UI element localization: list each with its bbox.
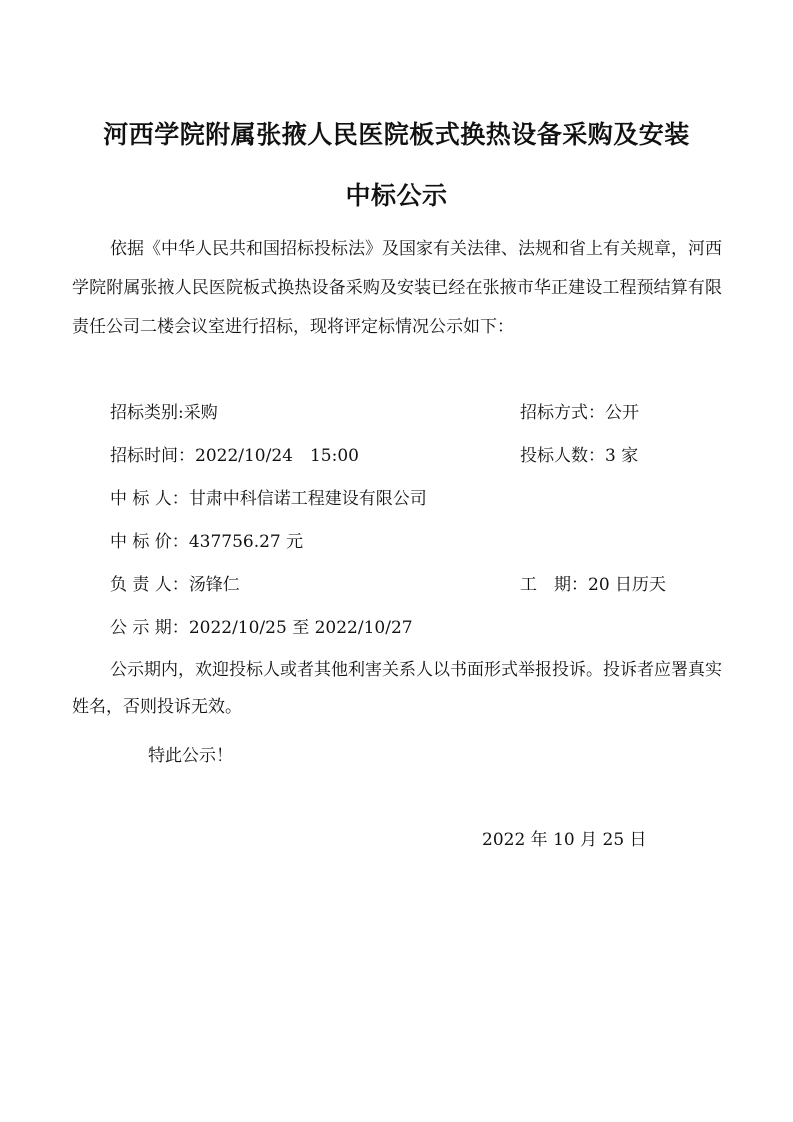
field-time-value: 2022/10/24 15:00 (195, 446, 359, 466)
field-method-value: 公开 (605, 403, 639, 423)
field-winner (110, 487, 427, 511)
field-bidders-label: 投标人数： (520, 446, 605, 466)
field-price-value: 437756.27 元 (188, 532, 304, 552)
field-duration (520, 573, 666, 597)
field-category (110, 401, 218, 425)
field-price-label: 中 标 价： (110, 532, 189, 552)
notice-paragraph: 公示期内，欢迎投标人或者其他利害关系人以书面形式举报投诉。投诉者应署真实姓名，否则投诉无效。 (72, 660, 722, 717)
closing-text: 特此公示！ (148, 746, 233, 766)
field-time (110, 444, 359, 468)
document-title: 河西学院附属张掖人民医院板式换热设备采购及安装 (103, 120, 690, 149)
field-winner-label: 中 标 人： (110, 489, 189, 509)
document-date: 2022 年 10 月 25 日 (482, 830, 647, 850)
field-manager-value: 汤锋仁 (188, 575, 240, 595)
field-bidders (520, 444, 638, 468)
field-period-value: 2022/10/25 至 2022/10/27 (188, 618, 413, 638)
field-duration-label: 工 期： (520, 575, 588, 595)
field-duration-value: 20 日历天 (588, 575, 667, 595)
field-period-label: 公 示 期： (110, 618, 189, 638)
intro-paragraph: 依据《中华人民共和国招标投标法》及国家有关法律、法规和省上有关规章，河西学院附属张掖人民医院板式换热设备采购及安装已经在张掖市华正建设工程预结算有限责任公司二楼会议室进行招标，现将评定标情况公示如下： (72, 239, 722, 337)
field-period (110, 616, 413, 640)
field-method-label: 招标方式： (520, 403, 605, 423)
field-time-label: 招标时间： (110, 446, 195, 466)
field-price (110, 530, 303, 554)
document-subtitle: 中标公示 (345, 181, 448, 210)
field-method (520, 401, 639, 425)
field-manager (110, 573, 240, 597)
field-category-label: 招标类别: (110, 403, 184, 423)
field-winner-value: 甘肃中科信诺工程建设有限公司 (188, 489, 427, 509)
field-bidders-value: 3 家 (605, 446, 639, 466)
field-manager-label: 负 责 人： (110, 575, 189, 595)
field-category-value: 采购 (183, 403, 218, 423)
